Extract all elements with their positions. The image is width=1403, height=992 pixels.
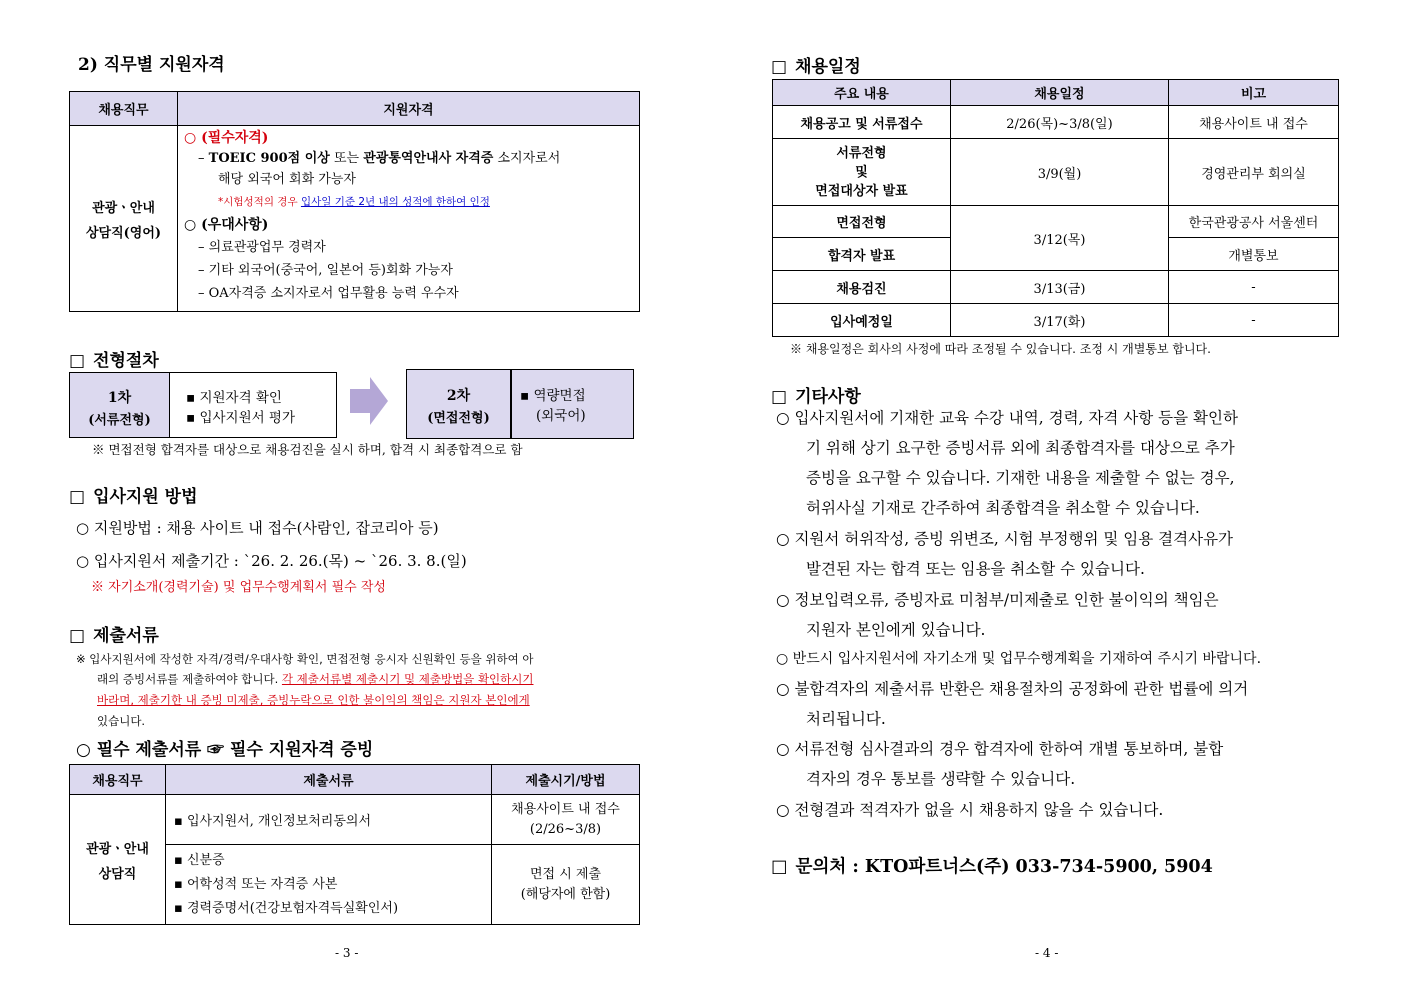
- docs-note-2: 래의 증빙서류를 제출하여야 합니다. 각 제출서류별 제출시기 및 제출방법을 확인하시기: [97, 672, 534, 686]
- apply-note: ※ 자기소개(경력기술) 및 업무수행계획서 필수 작성: [91, 580, 386, 595]
- step2-item2: (외국어): [536, 408, 586, 424]
- docs-job-cell: [70, 795, 166, 925]
- docs-note-1: ※ 입사지원서에 작성한 자격/경력/우대사항 확인, 면접전형 응시자 신원확인 등을 위하여 아: [76, 652, 534, 666]
- step2-label-box: [406, 369, 511, 439]
- docs-heading: ○ 필수 제출서류 ☞ 필수 지원자격 증빙: [76, 740, 374, 760]
- qualification-table: [69, 91, 640, 312]
- heading-etc: □ 기타사항: [771, 387, 861, 407]
- docs-row1-doc: ▪ 입사지원서, 개인정보처리동의서: [166, 795, 492, 845]
- sched-r1-note: 채용사이트 내 접수: [1169, 106, 1339, 139]
- docs-header-when: 제출시기/방법: [492, 765, 640, 795]
- heading-apply: □ 입사지원 방법: [69, 487, 198, 507]
- sched-r3-main: 면접전형: [773, 206, 951, 238]
- etc-line: ○ 서류전형 심사결과의 경우 합격자에 한하여 개별 통보하며, 불합: [776, 740, 1224, 758]
- etc-line: 허위사실 기재로 간주하여 최종합격을 취소할 수 있습니다.: [806, 499, 1200, 517]
- docs-note-4: 있습니다.: [97, 714, 146, 728]
- etc-line: ○ 지원서 허위작성, 증빙 위변조, 시험 부정행위 및 임용 결격사유가: [776, 530, 1234, 548]
- sched-r6-date: 3/17(화): [951, 304, 1169, 337]
- sched-r4-main: 합격자 발표: [773, 238, 951, 271]
- sched-r5-note: -: [1169, 271, 1339, 304]
- sched-r2-main: 서류전형 및 면접대상자 발표: [773, 139, 951, 206]
- preferred-2: – 기타 외국어(중국어, 일본어 등)회화 가능자: [198, 263, 453, 278]
- required-line2: 해당 외국어 회화 가능자: [218, 172, 356, 187]
- step1-label1: 1차: [107, 390, 132, 406]
- etc-line: ○ 전형결과 적격자가 없을 시 채용하지 않을 수 있습니다.: [776, 801, 1164, 819]
- docs-note-3: 바라며, 제출기한 내 증빙 미제출, 증빙누락으로 인한 불이익의 책임은 지원자 본인에게: [97, 693, 530, 707]
- sched-r4-note: 개별통보: [1169, 238, 1339, 271]
- required-note: *시험성적의 경우 입사일 기준 2년 내의 성적에 한하여 인정: [218, 196, 490, 208]
- preferred-1: – 의료관광업무 경력자: [198, 240, 326, 255]
- page-number-3: - 3 -: [335, 946, 359, 960]
- heading-documents: □ 제출서류: [69, 626, 159, 646]
- sched-r6-note: -: [1169, 304, 1339, 337]
- sched-r3-note: 한국관광공사 서울센터: [1169, 206, 1339, 238]
- preferred-title: ○ (우대사항): [184, 217, 269, 233]
- heading-procedure: □ 전형절차: [69, 351, 159, 371]
- step2-label1: 2차: [446, 388, 471, 404]
- schedule-note: ※ 채용일정은 회사의 사정에 따라 조정될 수 있습니다. 조정 시 개별통보 합니다.: [790, 342, 1211, 356]
- documents-table: [69, 764, 640, 925]
- docs-row2-when: 면접 시 제출 (해당자에 한함): [492, 845, 640, 925]
- step1-label-box: [69, 372, 170, 438]
- step1-label2: (서류전형): [88, 413, 151, 428]
- page-number-4: - 4 -: [1035, 946, 1059, 960]
- sched-r2-date: 3/9(월): [951, 139, 1169, 206]
- step1-item1: ▪ 지원자격 확인: [186, 390, 282, 406]
- step1-item2: ▪ 입사지원서 평가: [186, 410, 296, 426]
- etc-line: ○ 불합격자의 제출서류 반환은 채용절차의 공정화에 관한 법률에 의거: [776, 680, 1249, 698]
- etc-line: ○ 정보입력오류, 증빙자료 미첨부/미제출로 인한 불이익의 책임은: [776, 591, 1219, 609]
- etc-line: 증빙을 요구할 수 있습니다. 기재한 내용을 제출할 수 없는 경우,: [806, 469, 1235, 487]
- preferred-3: – OA자격증 소지자로서 업무활용 능력 우수자: [198, 286, 459, 301]
- docs-header-job: 채용직무: [70, 765, 166, 795]
- step2-label2: (면접전형): [427, 411, 490, 426]
- sched-header-note: 비고: [1169, 80, 1339, 106]
- sched-header-date: 채용일정: [951, 80, 1169, 106]
- etc-line: 지원자 본인에게 있습니다.: [806, 621, 986, 639]
- docs-row1-when: 채용사이트 내 접수 (2/26~3/8): [492, 795, 640, 845]
- contact: □ 문의처 : KTO파트너스(주) 033-734-5900, 5904: [771, 857, 1213, 877]
- sched-r34-date: 3/12(목): [951, 206, 1169, 271]
- docs-header-docs: 제출서류: [166, 765, 492, 795]
- schedule-table: [772, 79, 1339, 337]
- apply-method: ○ 지원방법 : 채용 사이트 내 접수(사람인, 잡코리아 등): [76, 519, 439, 537]
- etc-line: ○ 입사지원서에 기재한 교육 수강 내역, 경력, 자격 사항 등을 확인하: [776, 409, 1238, 427]
- etc-line: 기 위해 상기 요구한 증빙서류 외에 최종합격자를 대상으로 추가: [806, 439, 1235, 457]
- sched-r1-date: 2/26(목)~3/8(일): [951, 106, 1169, 139]
- etc-line: 처리됩니다.: [806, 710, 886, 728]
- procedure-note: ※ 면접전형 합격자를 대상으로 채용검진을 실시 하며, 합격 시 최종합격으로 함: [92, 442, 523, 457]
- qualification-cell: [178, 126, 640, 312]
- docs-job-line1: 관광ㆍ안내: [86, 841, 149, 857]
- job-line2: 상담직(영어): [85, 225, 162, 241]
- step2-item1: ▪ 역량면접: [520, 388, 586, 404]
- docs-row2-doc: ▪ 신분증 ▪ 어학성적 또는 자격증 사본 ▪ 경력증명서(건강보험자격득실확인서): [166, 845, 492, 925]
- header-job: 채용직무: [70, 92, 178, 126]
- docs-job-line2: 상담직: [98, 866, 137, 882]
- heading-schedule: □ 채용일정: [771, 57, 861, 77]
- etc-line: ○ 반드시 입사지원서에 자기소개 및 업무수행계획을 기재하여 주시기 바랍니다.: [776, 651, 1262, 667]
- required-title: ○ (필수자격): [184, 130, 269, 146]
- etc-line: 격자의 경우 통보를 생략할 수 있습니다.: [806, 770, 1076, 788]
- sched-header-main: 주요 내용: [773, 80, 951, 106]
- sched-r5-main: 채용검진: [773, 271, 951, 304]
- arrow-right-icon: [350, 377, 390, 425]
- job-line1: 관광ㆍ안내: [92, 200, 155, 216]
- job-cell: [70, 126, 178, 312]
- sched-r2-note: 경영관리부 회의실: [1169, 139, 1339, 206]
- sched-r6-main: 입사예정일: [773, 304, 951, 337]
- sched-r5-date: 3/13(금): [951, 271, 1169, 304]
- heading-qualifications: 2) 직무별 지원자격: [78, 55, 225, 75]
- header-qualification: 지원자격: [178, 92, 640, 126]
- apply-period: ○ 입사지원서 제출기간 : `26. 2. 26.(목) ~ `26. 3. 8.(일): [76, 552, 467, 570]
- required-line1: – TOEIC 900점 이상 또는 관광통역안내사 자격증 소지자로서: [198, 151, 561, 166]
- sched-r1-main: 채용공고 및 서류접수: [773, 106, 951, 139]
- etc-line: 발견된 자는 합격 또는 임용을 취소할 수 있습니다.: [806, 560, 1145, 578]
